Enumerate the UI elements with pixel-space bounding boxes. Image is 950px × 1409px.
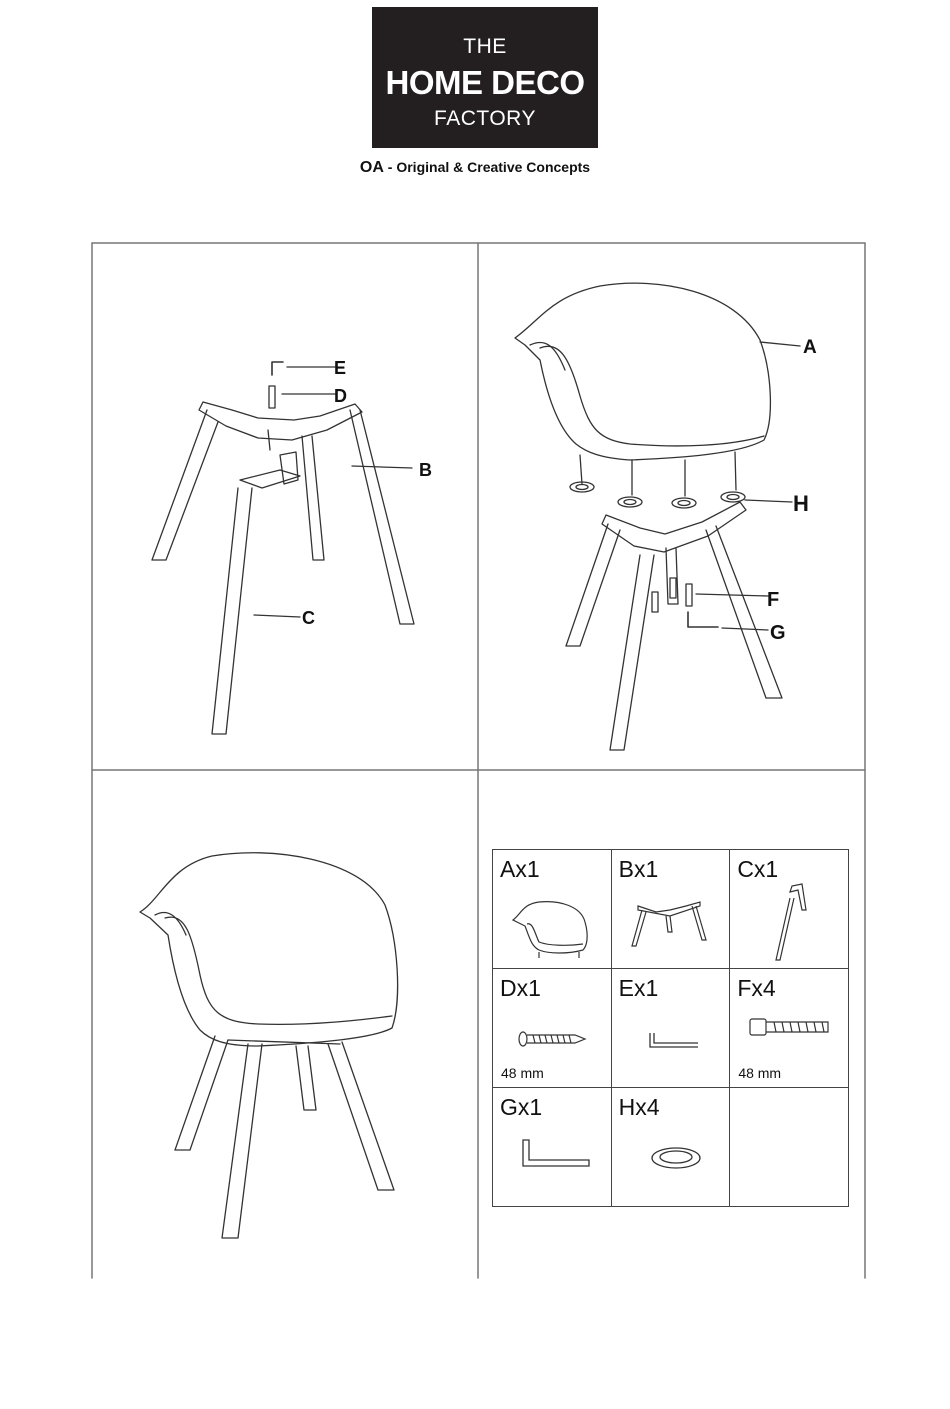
part-code: Fx4 xyxy=(737,975,776,1001)
part-D xyxy=(493,969,612,1088)
label-D: D xyxy=(334,386,347,406)
tagline-text: - Original & Creative Concepts xyxy=(383,159,591,175)
part-empty xyxy=(730,1088,849,1207)
label-H: H xyxy=(793,491,809,516)
part-code: Bx1 xyxy=(618,856,659,882)
logo-line-3: FACTORY xyxy=(434,107,536,130)
label-F: F xyxy=(767,589,780,611)
logo-line-1: THE xyxy=(463,35,507,58)
label-C: C xyxy=(302,608,315,628)
label-E: E xyxy=(334,358,347,378)
part-code: Hx4 xyxy=(618,1094,660,1120)
part-B xyxy=(611,850,730,969)
part-H xyxy=(611,1088,730,1207)
step2-chair-assembly xyxy=(515,283,800,750)
step1-leg-frame xyxy=(152,362,414,734)
part-code: Ax1 xyxy=(500,856,540,882)
small-allen-key-icon xyxy=(612,969,730,1087)
step3-assembled-chair xyxy=(140,853,398,1238)
label-B: B xyxy=(419,460,432,480)
part-size: 48 mm xyxy=(738,1065,782,1081)
part-E xyxy=(611,969,730,1088)
leg-icon xyxy=(730,850,848,968)
part-code: Cx1 xyxy=(737,856,779,882)
parts-list xyxy=(492,849,849,1207)
tagline-brand: OA xyxy=(359,159,384,176)
part-code: Ex1 xyxy=(618,975,659,1001)
part-F xyxy=(730,969,849,1088)
part-G xyxy=(493,1088,612,1207)
logo-line-2: HOME DECO xyxy=(385,64,585,101)
part-code: Dx1 xyxy=(500,975,541,1001)
part-size: 48 mm xyxy=(501,1065,544,1081)
part-C xyxy=(730,850,849,969)
label-A: A xyxy=(803,337,817,358)
part-A xyxy=(493,850,612,969)
washer-icon xyxy=(612,1088,730,1206)
label-G: G xyxy=(770,622,786,644)
part-code: Gx1 xyxy=(500,1094,543,1120)
chair-shell-icon xyxy=(493,850,611,968)
leg-frame-icon xyxy=(612,850,730,968)
allen-key-icon xyxy=(493,1088,611,1206)
